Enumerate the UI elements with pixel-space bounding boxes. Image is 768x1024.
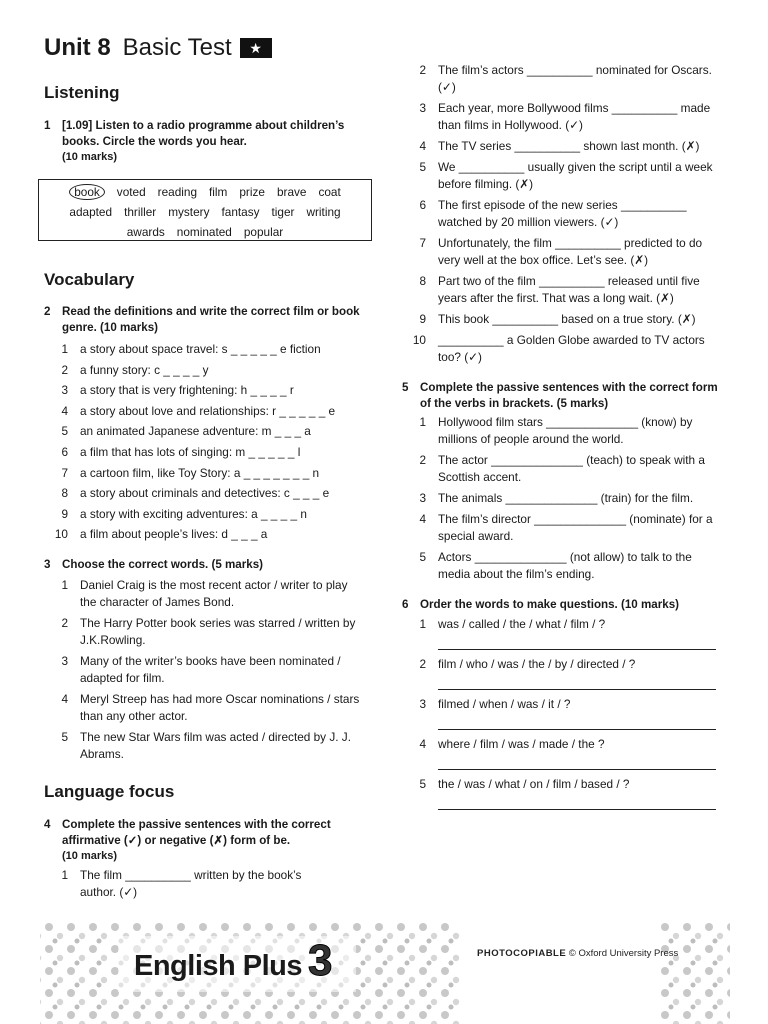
list-item [44, 615, 366, 649]
list-item [402, 736, 724, 753]
item-number: 6 [419, 198, 426, 212]
item-text: a film about people’s lives: d _ _ _ a [80, 527, 268, 542]
answer-line[interactable] [438, 675, 716, 690]
item-text: Meryl Streep has had more Oscar nominations / stars than any other actor. [80, 692, 360, 723]
item-number: 10 [54, 527, 68, 542]
item-number: 4 [419, 512, 426, 526]
word-box-item: popular [243, 225, 284, 239]
list-item [44, 483, 374, 504]
list-item [44, 463, 374, 484]
item-text: a story with exciting adventures: a _ _ _ _ n [80, 506, 307, 521]
item-text: Many of the writer’s books have been nominated / adapted for film. [80, 654, 341, 685]
item-number: 3 [419, 491, 426, 505]
item-text: The Harry Potter book series was starred / written by J.K.Rowling. [80, 616, 356, 647]
item-text: Each year, more Bollywood films __________ made than films in Hollywood. (✓) [438, 101, 711, 132]
list-item [44, 401, 374, 422]
list-item [44, 421, 374, 442]
item-number: 2 [61, 616, 68, 630]
item-text: The first episode of the new series __________ watched by 20 million viewers. (✓) [438, 198, 687, 229]
task-4-instruction: 4 Complete the passive sentences with the correct affirmative (✓) or negative (✗) form of be. (10 marks) [44, 818, 331, 862]
list-item [402, 511, 724, 545]
list-item [402, 138, 724, 155]
item-number: 3 [419, 697, 426, 711]
item-text: a funny story: c _ _ _ _ y [80, 362, 209, 377]
list-item [402, 549, 724, 583]
item-number: 8 [419, 274, 426, 288]
item-text: a story about love and relationships: r _ _ _ _ _ e [80, 403, 336, 418]
item-text: a cartoon film, like Toy Story: a _ _ _ _ _ _ _ n [80, 465, 320, 480]
item-number: 5 [419, 777, 426, 791]
item-text: a story about space travel: s _ _ _ _ _ e fiction [80, 342, 321, 356]
list-item [44, 504, 374, 525]
item-number: 4 [61, 403, 68, 418]
item-number: 5 [419, 160, 426, 174]
item-text: an animated Japanese adventure: m _ _ _ a [80, 424, 311, 439]
section-language-focus: Language focus [44, 782, 175, 801]
list-item [44, 339, 374, 360]
list-item [402, 311, 724, 328]
star-icon: ★ [240, 38, 272, 58]
item-number: 2 [61, 362, 68, 377]
item-text: This book __________ based on a true story. (✗) [438, 312, 696, 326]
list-item [44, 442, 374, 463]
list-item [44, 729, 366, 763]
item-text: a film that has lots of singing: m _ _ _ _ _ l [80, 444, 301, 459]
task-6-instruction: 6 Order the words to make questions. (10 marks) [402, 598, 680, 611]
list-item [44, 360, 374, 381]
item-number: 10 [412, 333, 426, 347]
task-3-instruction: 3 Choose the correct words. (5 marks) [44, 558, 264, 571]
word-box-item: thriller [124, 205, 157, 219]
list-item [402, 696, 724, 713]
english-plus-logo: English Plus 3 [134, 936, 333, 985]
item-number: 1 [61, 578, 68, 592]
word-box-item: brave [276, 185, 307, 199]
item-text: was / called / the / what / film / ? [438, 617, 606, 631]
list-item [44, 524, 374, 545]
item-number: 3 [61, 654, 68, 668]
task-1-instruction: 1 [1.09] Listen to a radio programme about children’s books. Circle the words you hear. (10 marks) [44, 119, 345, 163]
word-box-item: adapted [69, 205, 113, 219]
item-number: 5 [61, 424, 68, 439]
list-item [402, 490, 724, 507]
item-text: The film’s actors __________ nominated for Oscars. (✓) [438, 63, 712, 94]
list-item [44, 653, 366, 687]
answer-line[interactable] [438, 715, 716, 730]
word-box-item: tiger [271, 205, 295, 219]
list-item [44, 867, 334, 901]
list-item [44, 577, 366, 611]
item-number: 3 [419, 101, 426, 115]
item-number: 4 [61, 692, 68, 706]
list-item [402, 235, 724, 269]
word-box-item: mystery [168, 205, 210, 219]
word-box-item: reading [157, 185, 198, 199]
item-text: Hollywood film stars ______________ (know) by millions of people around the world. [438, 415, 693, 446]
word-box-item: film [209, 185, 228, 199]
list-item [402, 616, 724, 633]
item-text: The new Star Wars film was acted / directed by J. J. Abrams. [80, 730, 351, 761]
task-4-list-left [44, 867, 334, 905]
list-item [402, 197, 724, 231]
item-number: 6 [61, 444, 68, 459]
item-number: 7 [419, 236, 426, 250]
item-number: 2 [419, 63, 426, 77]
item-text: film / who / was / the / by / directed / ? [438, 657, 636, 671]
item-text: We __________ usually given the script until a week before filming. (✗) [438, 160, 713, 191]
item-number: 2 [419, 657, 426, 671]
item-number: 5 [61, 730, 68, 744]
item-text: The actor ______________ (teach) to speak with a Scottish accent. [438, 453, 705, 484]
task-2-list [44, 339, 374, 545]
word-box-item: awards [126, 225, 165, 239]
item-text: the / was / what / on / film / based / ? [438, 777, 630, 791]
word-box-item: nominated [176, 225, 232, 239]
copyright-notice: PHOTOCOPIABLE © Oxford University Press [477, 948, 679, 959]
list-item [402, 62, 724, 96]
list-item [402, 656, 724, 673]
list-item [402, 100, 724, 134]
list-item [402, 452, 724, 486]
page-title [44, 34, 272, 62]
item-number: 4 [419, 139, 426, 153]
answer-line[interactable] [438, 755, 716, 770]
item-number: 3 [61, 383, 68, 398]
list-item [402, 414, 724, 448]
item-number: 2 [419, 453, 426, 467]
task-2-instruction: 2 Read the definitions and write the correct film or book genre. (10 marks) [44, 305, 360, 334]
item-text: __________ a Golden Globe awarded to TV actors too? (✓) [438, 333, 705, 364]
item-text: The film __________ written by the book’s author. (✓) [80, 868, 302, 899]
item-text: where / film / was / made / the ? [438, 737, 605, 751]
item-text: Unfortunately, the film __________ predicted to do very well at the box office. Let’s see. (✗) [438, 236, 703, 267]
unit-label: Unit 8 [44, 34, 111, 61]
item-text: Part two of the film __________ released until five years after the first. That was a long wait. (✗) [438, 274, 700, 305]
word-box-item: fantasy [221, 205, 260, 219]
item-number: 5 [419, 550, 426, 564]
item-number: 1 [419, 415, 426, 429]
list-item [402, 776, 724, 793]
task-5-list [402, 414, 724, 587]
list-item [44, 380, 374, 401]
answer-line[interactable] [438, 635, 716, 650]
item-number: 1 [61, 342, 68, 356]
list-item [402, 332, 724, 366]
item-text: The TV series __________ shown last month. (✗) [438, 139, 700, 153]
item-number: 1 [419, 617, 426, 631]
item-text: Actors ______________ (not allow) to talk to the media about the film’s ending. [438, 550, 692, 581]
item-text: a story that is very frightening: h _ _ _ _ r [80, 383, 294, 398]
list-item [402, 159, 724, 193]
section-vocabulary: Vocabulary [44, 270, 135, 289]
word-box [38, 179, 372, 241]
word-box-item: prize [239, 185, 265, 199]
task-3-list [44, 577, 366, 767]
list-item [44, 691, 366, 725]
item-text: a story about criminals and detectives: c _ _ _ e [80, 486, 330, 501]
answer-line[interactable] [438, 795, 716, 810]
task-4-list-right [402, 62, 724, 370]
item-text: filmed / when / was / it / ? [438, 697, 571, 711]
task-6-list [402, 616, 724, 816]
task-5-instruction: 5 Complete the passive sentences with the correct form of the verbs in brackets. (5 marks) [402, 381, 718, 410]
list-item [402, 273, 724, 307]
item-text: Daniel Craig is the most recent actor / writer to play the character of James Bond. [80, 578, 348, 609]
item-number: 7 [61, 465, 68, 480]
item-number: 4 [419, 737, 426, 751]
item-text: The film’s director ______________ (nominate) for a special award. [438, 512, 713, 543]
item-number: 1 [61, 868, 68, 882]
footer-pattern [0, 922, 768, 1024]
item-number: 9 [419, 312, 426, 326]
footer [0, 922, 768, 1024]
word-box-item: book [69, 184, 105, 200]
item-number: 8 [61, 486, 68, 501]
word-box-item: voted [116, 185, 146, 199]
test-title: Basic Test [122, 34, 232, 61]
word-box-item: writing [306, 205, 341, 219]
item-number: 9 [61, 506, 68, 521]
section-listening: Listening [44, 83, 120, 102]
item-text: The animals ______________ (train) for the film. [438, 491, 694, 505]
word-box-item: coat [318, 185, 341, 199]
